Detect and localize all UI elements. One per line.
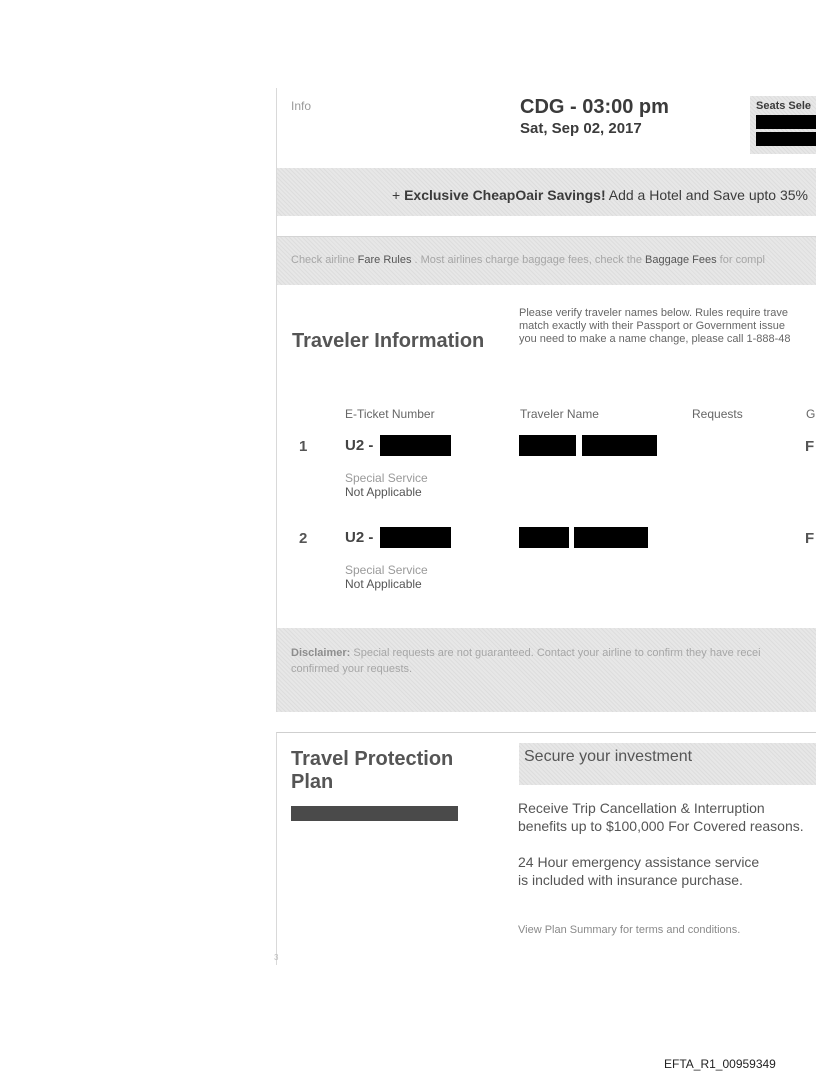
protection-title-line: Travel Protection <box>291 748 454 770</box>
notice-line: you need to make a name change, please call 1-888-48 <box>519 333 791 345</box>
traveler-name-notice <box>519 307 816 346</box>
promo-text: Add a Hotel and Save upto 35% <box>608 187 808 203</box>
protection-benefit <box>518 799 804 835</box>
protection-assistance <box>518 853 759 889</box>
redaction-bar <box>756 115 816 129</box>
notice-line: match exactly with their Passport or Government issue <box>519 320 785 332</box>
fare-notice-middle: . Most airlines charge baggage fees, check the <box>414 254 642 266</box>
benefit-line: Receive Trip Cancellation & Interruption <box>518 800 765 816</box>
plan-summary-link[interactable]: View Plan Summary for terms and conditions. <box>518 924 741 936</box>
redacted-ticket-number <box>380 435 451 456</box>
fare-notice-prefix: Check airline <box>291 254 355 266</box>
benefit-line: benefits up to $100,000 For Covered reasons. <box>518 818 804 834</box>
traveler-index: 1 <box>299 438 308 455</box>
disclaimer-bar <box>277 628 816 712</box>
traveler-gender: F <box>805 530 815 547</box>
protection-badge-redaction <box>291 806 458 821</box>
protection-subtitle: Secure your investment <box>524 748 693 765</box>
traveler-index: 2 <box>299 530 308 547</box>
protection-title-line: Plan <box>291 771 334 793</box>
promo-headline: Exclusive CheapOair Savings! <box>404 187 606 203</box>
assist-line: is included with insurance purchase. <box>518 872 743 888</box>
hotel-promo-banner[interactable] <box>277 168 816 216</box>
ticket-prefix: U2 - <box>345 437 374 454</box>
disclaimer-label: Disclaimer: <box>291 647 351 659</box>
traveler-gender: F <box>805 438 815 455</box>
disclaimer-text-cont: confirmed your requests. <box>291 663 413 675</box>
special-service-value: Not Applicable <box>345 485 422 499</box>
col-header-eticket: E-Ticket Number <box>345 407 435 421</box>
col-header-g: G <box>806 407 816 421</box>
fare-rules-link[interactable]: Fare Rules <box>357 254 412 266</box>
flight-date: Sat, Sep 02, 2017 <box>520 120 642 137</box>
special-service-label: Special Service <box>345 563 428 577</box>
baggage-fees-link[interactable]: Baggage Fees <box>645 254 717 266</box>
seats-box <box>750 96 816 154</box>
col-header-traveler-name: Traveler Name <box>520 407 599 421</box>
plus-icon: + <box>392 187 401 203</box>
redacted-last-name <box>582 435 657 456</box>
redacted-first-name <box>519 527 569 548</box>
redacted-first-name <box>519 435 576 456</box>
seats-label: Seats Sele <box>756 100 812 112</box>
fare-notice-suffix: for compl <box>719 254 765 266</box>
special-service-value: Not Applicable <box>345 577 422 591</box>
col-header-requests: Requests <box>692 407 743 421</box>
document-id: EFTA_R1_00959349 <box>664 1057 776 1071</box>
redaction-bar <box>756 132 816 146</box>
fare-notice-bar <box>277 236 816 285</box>
protection-title <box>291 748 453 794</box>
secure-investment-banner <box>519 743 816 785</box>
redacted-ticket-number <box>380 527 451 548</box>
info-label: Info <box>291 99 312 113</box>
notice-line: Please verify traveler names below. Rules require trave <box>519 307 789 319</box>
flight-route-time: CDG - 03:00 pm <box>520 96 669 118</box>
traveler-info-title: Traveler Information <box>292 330 485 352</box>
ticket-prefix: U2 - <box>345 529 374 546</box>
assist-line: 24 Hour emergency assistance service <box>518 854 760 870</box>
special-service-label: Special Service <box>345 471 428 485</box>
disclaimer-text: Special requests are not guaranteed. Contact your airline to confirm they have recei <box>353 647 761 659</box>
redacted-last-name <box>574 527 648 548</box>
page-number: 3 <box>274 953 279 962</box>
